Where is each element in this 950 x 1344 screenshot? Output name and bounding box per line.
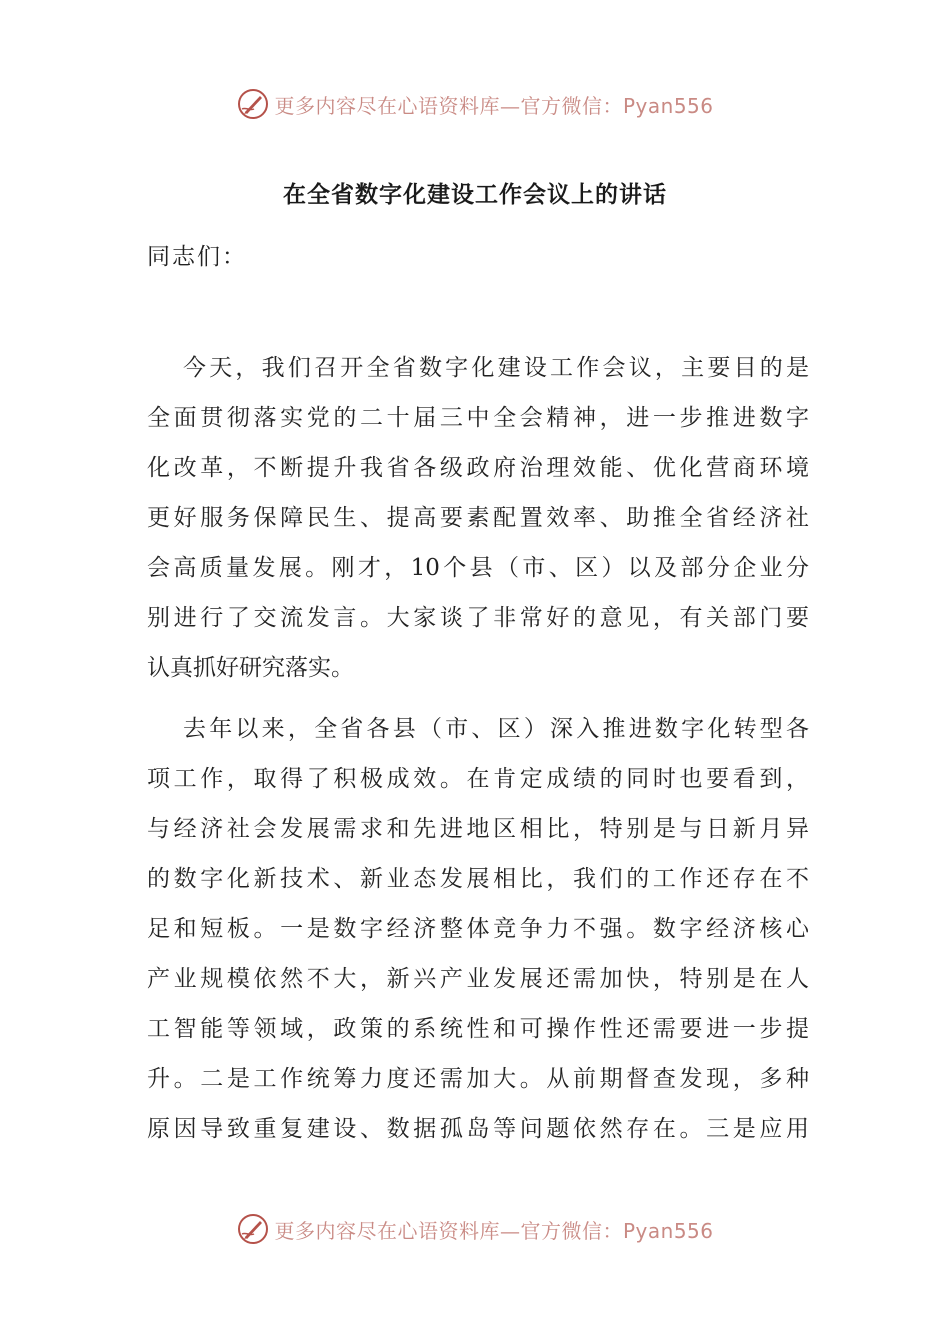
paragraph-line: 认真抓好研究落实。: [147, 655, 354, 681]
paragraph-line: 去年以来，全省各县（市、区）深入推进数字化转型各: [183, 716, 809, 742]
document-title: 在全省数字化建设工作会议上的讲话: [283, 181, 667, 208]
paragraph-line: 会高质量发展。刚才，10个县（市、区）以及部分企业分: [147, 555, 809, 581]
paragraph-line: 的数字化新技术、新业态发展相比，我们的工作还存在不: [147, 866, 809, 892]
paragraph-line: 产业规模依然不大，新兴产业发展还需加快，特别是在人: [147, 966, 809, 992]
paragraph-line: 项工作，取得了积极成效。在肯定成绩的同时也要看到，: [147, 766, 809, 792]
salutation: 同志们：: [147, 244, 247, 270]
header-banner: [0, 84, 950, 124]
wechat-id: Pyan556: [622, 93, 714, 118]
paragraph-line: 化改革，不断提升我省各级政府治理效能、优化营商环境: [147, 455, 809, 481]
footer-banner: [0, 1209, 950, 1249]
paragraph-line: 与经济社会发展需求和先进地区相比，特别是与日新月异: [147, 816, 809, 842]
paragraph-line: 全面贯彻落实党的二十届三中全会精神，进一步推进数字: [147, 405, 809, 431]
banner-slogan: 更多内容尽在心语资料库—官方微信：: [274, 93, 623, 118]
paragraph-line: 原因导致重复建设、数据孤岛等问题依然存在。三是应用: [147, 1116, 809, 1142]
paragraph-line: 今天，我们召开全省数字化建设工作会议，主要目的是: [183, 355, 809, 381]
paragraph-2: [147, 704, 809, 1154]
paragraph-line: 工智能等领域，政策的系统性和可操作性还需要进一步提: [147, 1016, 809, 1042]
quill-pen-logo-icon: [236, 1212, 270, 1246]
paragraph-1: [147, 343, 809, 693]
banner-text: [274, 90, 713, 119]
banner-slogan: 更多内容尽在心语资料库—官方微信：: [274, 1218, 623, 1243]
paragraph-line: 更好服务保障民生、提高要素配置效率、助推全省经济社: [147, 505, 809, 531]
paragraph-line: 别进行了交流发言。大家谈了非常好的意见，有关部门要: [147, 605, 809, 631]
paragraph-line: 升。二是工作统筹力度还需加大。从前期督查发现，多种: [147, 1066, 809, 1092]
paragraph-line: 足和短板。一是数字经济整体竞争力不强。数字经济核心: [147, 916, 809, 942]
banner-text: [274, 1215, 713, 1244]
wechat-id: Pyan556: [622, 1218, 714, 1243]
quill-pen-logo-icon: [236, 87, 270, 121]
